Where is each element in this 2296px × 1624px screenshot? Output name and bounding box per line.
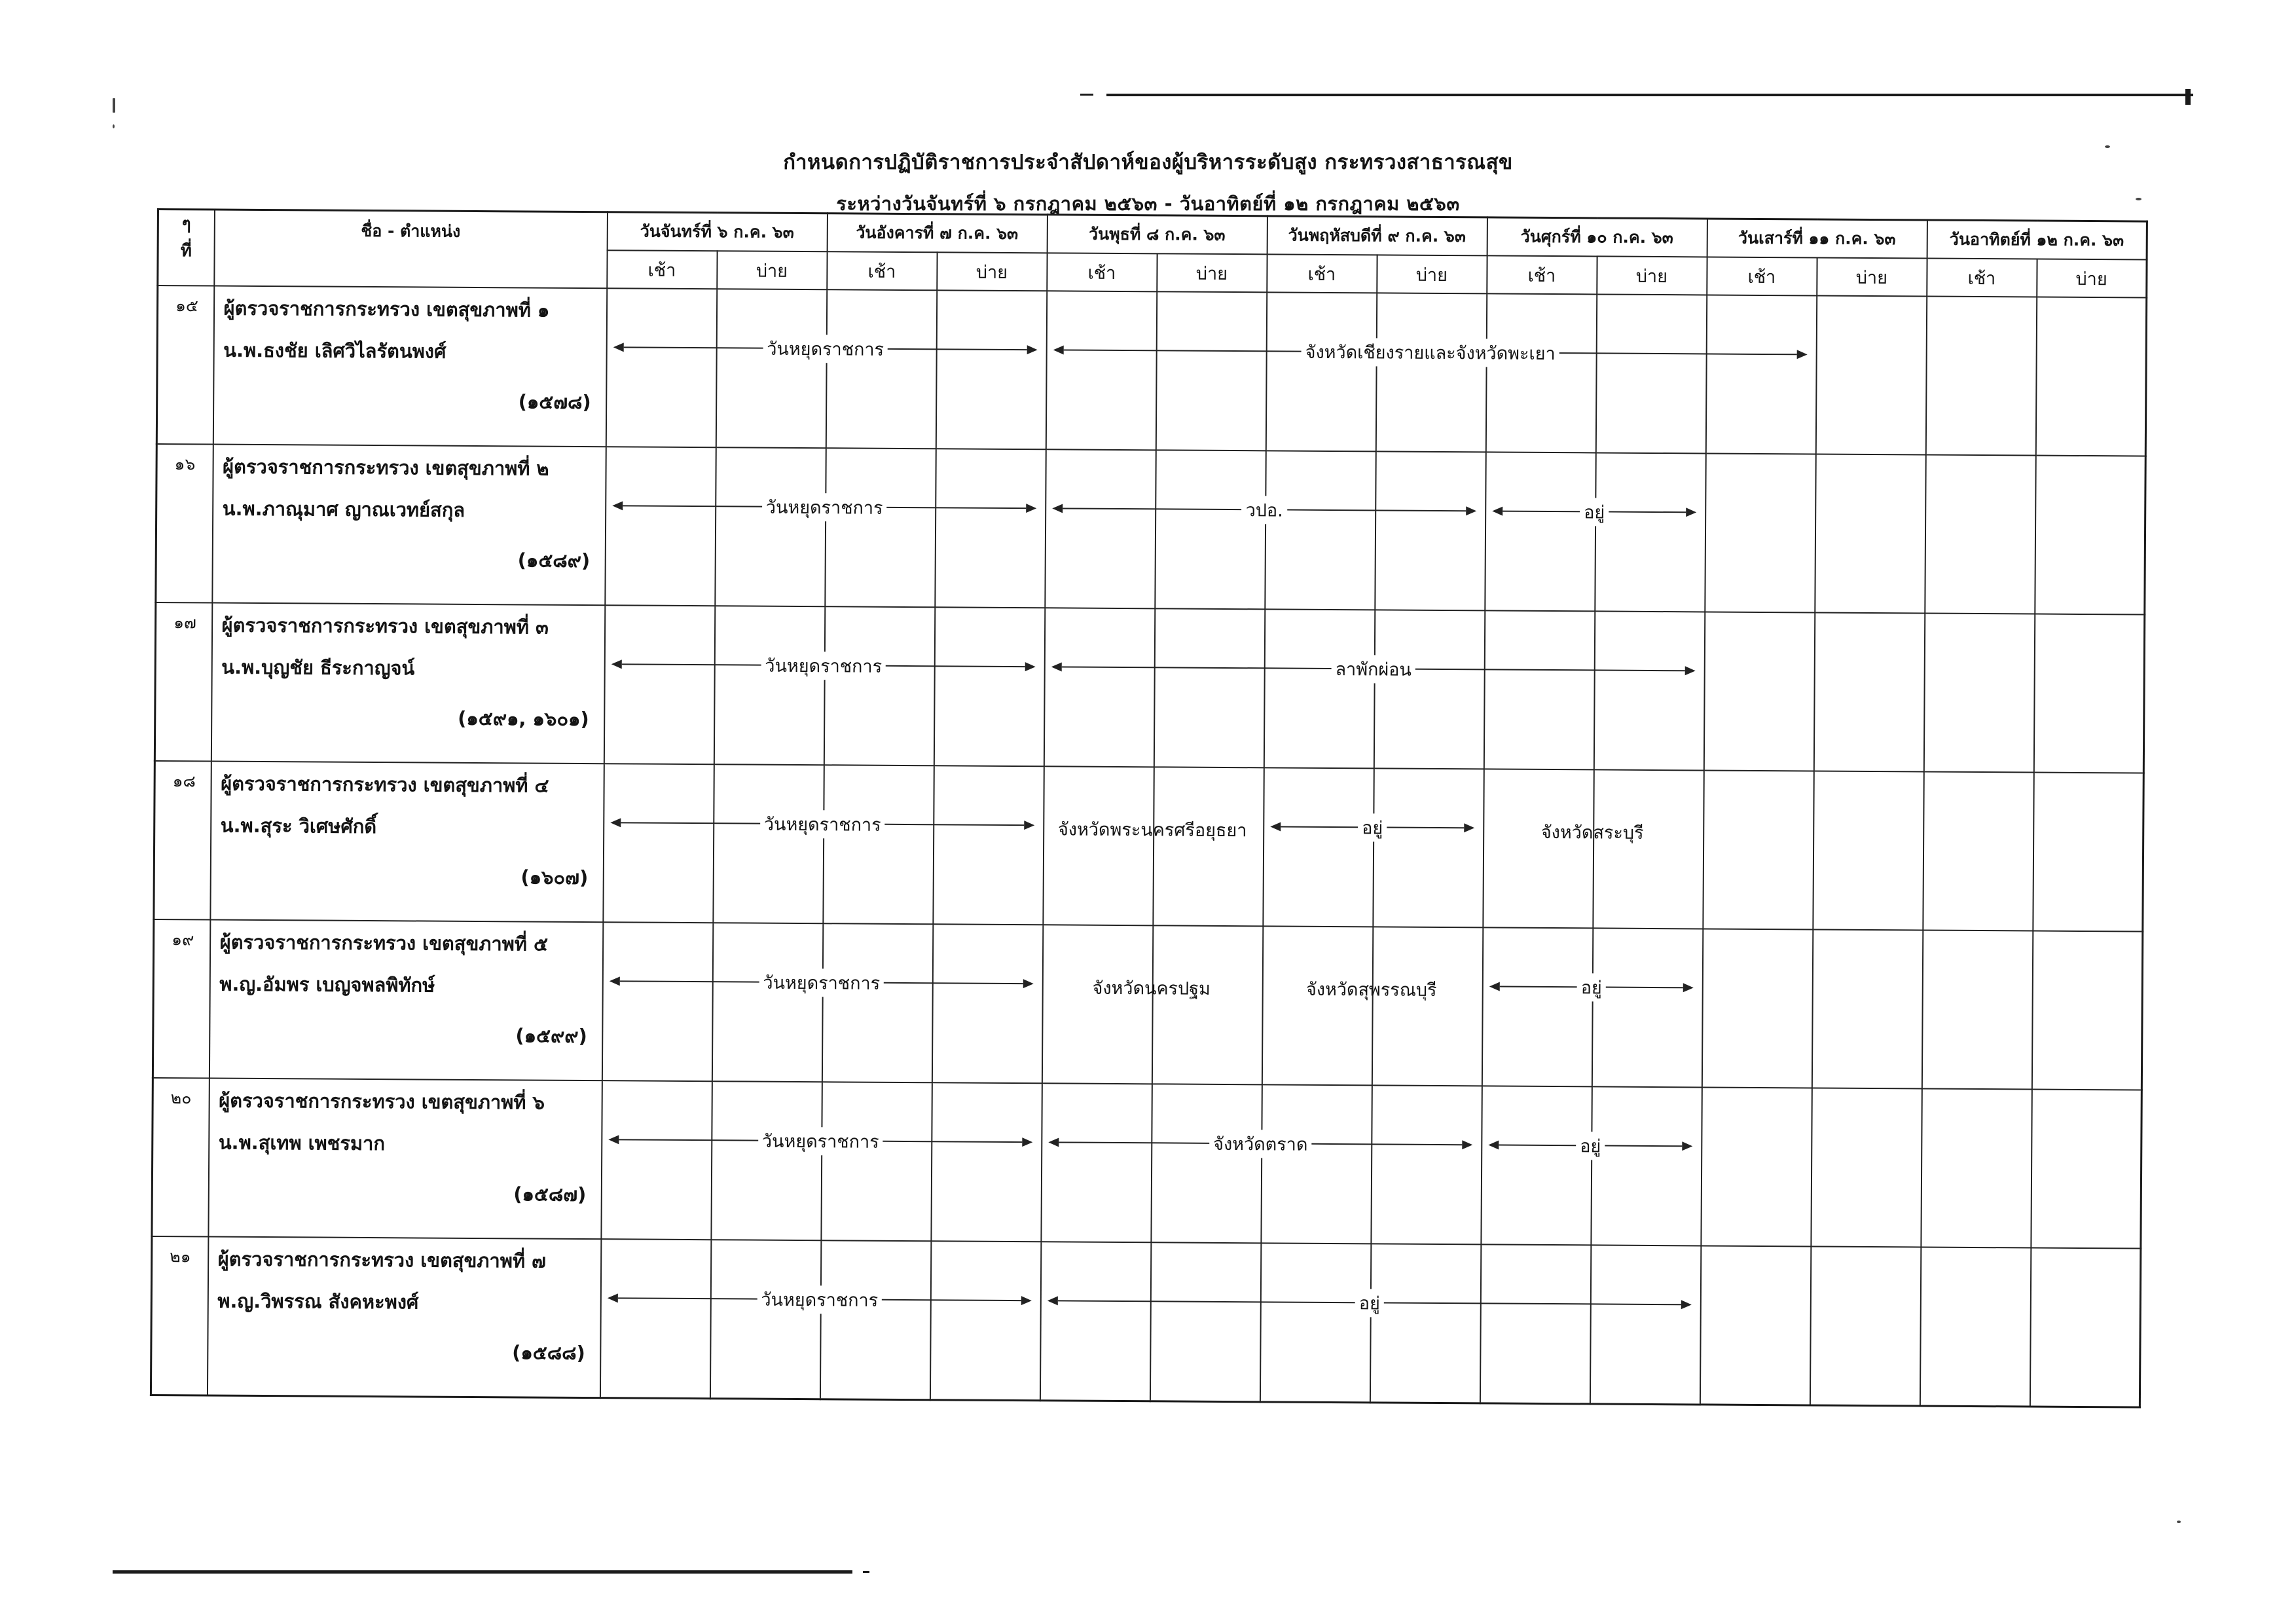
row-number: ๒๑: [170, 1247, 191, 1266]
schedule-span-label: วปอ.: [1242, 496, 1287, 524]
schedule-slot: [2031, 1090, 2141, 1249]
bottom-rule-tick: [863, 1571, 869, 1573]
person-name: พ.ญ.วิพรรณ สังคหะพงศ์: [217, 1289, 419, 1314]
position-label: ผู้ตรวจราชการกระทรวง เขตสุขภาพที่ ๓: [221, 614, 549, 638]
person-name: น.พ.บุญชัย ธีระกาญจน์: [221, 655, 415, 680]
name-position-cell: [212, 445, 606, 606]
reference-code: (๑๕๘๘): [512, 1341, 585, 1365]
schedule-span-label: วันหยุดราชการ: [759, 968, 884, 997]
schedule-slot: [605, 447, 716, 606]
schedule-slot: [712, 923, 822, 1082]
schedule-slot: [1922, 930, 2032, 1089]
schedule-slot: [823, 765, 934, 924]
schedule-slot: [716, 289, 826, 448]
schedule-span-label: วันหยุดราชการ: [757, 1285, 882, 1314]
person-name: น.พ.สุระ วิเศษศักดิ์: [220, 814, 377, 838]
header-no: [158, 210, 215, 286]
reference-code: (๑๕๙๑, ๑๖๐๑): [458, 707, 589, 731]
header-day-mon: วันจันทร์ที่ ๖ ก.ค. ๖๓: [607, 212, 827, 252]
row-number-cell: [153, 919, 210, 1079]
header-no-label: ที่: [180, 241, 192, 261]
schedule-slot: [931, 1082, 1042, 1242]
schedule-slot: [1920, 1247, 2030, 1406]
schedule-slot: [932, 924, 1042, 1083]
schedule-slot: [603, 764, 714, 923]
table-row: [156, 444, 2145, 615]
row-number: ๒๐: [170, 1088, 192, 1108]
name-position-cell: [208, 1079, 602, 1240]
schedule-span-label: วันหยุดราชการ: [762, 492, 887, 521]
position-label: ผู้ตรวจราชการกระทรวง เขตสุขภาพที่ ๖: [219, 1089, 545, 1114]
header-afternoon: บ่าย: [1157, 253, 1267, 292]
table-row: [152, 1078, 2141, 1249]
schedule-slot: [1042, 925, 1152, 1084]
schedule-slot: [2033, 773, 2143, 932]
schedule-slot: [1156, 291, 1266, 451]
header-no-mark: ๆ: [181, 214, 191, 234]
top-rule: [1106, 94, 2193, 96]
schedule-slot: [1150, 1242, 1260, 1401]
schedule-slot: [1923, 771, 2033, 931]
schedule-span-label: วันหยุดราชการ: [763, 334, 888, 363]
schedule-place-label: จังหวัดสุพรรณบุรี: [1305, 979, 1437, 1001]
reference-code: (๑๕๗๘): [518, 390, 591, 414]
schedule-slot: [1925, 455, 2035, 614]
schedule-slot: [1485, 452, 1595, 611]
position-label: ผู้ตรวจราชการกระทรวง เขตสุขภาพที่ ๗: [217, 1247, 547, 1272]
schedule-slot: [1043, 766, 1154, 925]
header-afternoon: บ่าย: [1817, 257, 1927, 296]
schedule-span-label: อยู่: [1358, 813, 1387, 841]
header-afternoon: บ่าย: [717, 251, 827, 289]
header-afternoon: บ่าย: [937, 252, 1047, 291]
schedule-slot: [934, 607, 1044, 766]
reference-code: (๑๕๙๙): [515, 1024, 587, 1048]
reference-code: (๑๕๘๙): [517, 549, 591, 572]
schedule-slot: [1815, 295, 1926, 454]
row-number: ๑๘: [172, 771, 196, 791]
schedule-slot: [1592, 928, 1702, 1087]
header-day-sat: วันเสาร์ที่ ๑๑ ก.ค. ๖๓: [1707, 219, 1927, 259]
schedule-slot: [711, 1081, 822, 1240]
document-subtitle: ระหว่างวันจันทร์ที่ ๖ กรกฎาคม ๒๕๖๓ - วันอาทิตย์ที่ ๑๒ กรกฎาคม ๒๕๖๓: [836, 193, 1460, 215]
scan-speck: [113, 124, 115, 128]
schedule-slot: [1264, 609, 1374, 768]
schedule-slot: [1374, 610, 1484, 769]
schedule-slot: [1266, 292, 1376, 451]
schedule-span-label: วันหยุดราชการ: [761, 651, 886, 680]
header-day-tue: วันอังคารที่ ๗ ก.ค. ๖๓: [827, 213, 1047, 253]
row-number: ๑๕: [175, 296, 198, 316]
row-number-cell: [151, 1236, 208, 1395]
schedule-slot: [1815, 454, 1925, 613]
schedule-place-label: จังหวัดสระบุรี: [1540, 822, 1644, 843]
row-number-cell: [156, 286, 213, 445]
schedule-slot: [1483, 769, 1594, 928]
row-number-cell: [155, 602, 211, 762]
schedule-slot: [936, 290, 1046, 449]
header-afternoon: บ่าย: [1377, 255, 1487, 293]
schedule-slot: [2030, 1248, 2140, 1407]
header-morning: เช้า: [1047, 253, 1157, 291]
schedule-slot: [1044, 608, 1154, 767]
schedule-slot: [1923, 614, 2034, 773]
schedule-span-label: อยู่: [1576, 1132, 1605, 1160]
schedule-slot: [1705, 295, 1816, 454]
schedule-slot: [930, 1241, 1040, 1400]
table-row: [151, 1236, 2140, 1407]
name-position-cell: [211, 603, 604, 764]
row-number-cell: [152, 1078, 209, 1237]
schedule-slot: [1921, 1088, 2032, 1247]
header-day-fri: วันศุกร์ที่ ๑๐ ก.ค. ๖๓: [1487, 217, 1707, 257]
schedule-slot: [2033, 614, 2144, 773]
schedule-slot: [1375, 451, 1485, 610]
schedule-slot: [1705, 453, 1815, 612]
schedule-slot: [1594, 611, 1704, 770]
schedule-slot: [1813, 771, 1923, 930]
schedule-slot: [1484, 610, 1594, 769]
schedule-slot: [820, 1240, 930, 1399]
schedule-slot: [2035, 297, 2146, 456]
schedule-span-label: จังหวัดตราด: [1209, 1129, 1311, 1158]
schedule-span-label: อยู่: [1577, 973, 1606, 1001]
schedule-slot: [1595, 294, 1706, 453]
schedule-slot: [1376, 293, 1486, 452]
schedule-slot: [821, 1082, 932, 1241]
schedule-span-label: วันหยุดราชการ: [760, 809, 885, 838]
schedule-slot: [1485, 293, 1596, 452]
schedule-slot: [1154, 608, 1264, 767]
schedule-slot: [1040, 1242, 1150, 1401]
row-number-cell: [156, 444, 213, 603]
scan-speck: [2177, 1521, 2181, 1523]
schedule-slot: [935, 449, 1046, 608]
person-name: น.พ.สุเทพ เพชรมาก: [218, 1131, 386, 1155]
reference-code: (๑๕๘๗): [513, 1183, 587, 1206]
header-day-sun: วันอาทิตย์ที่ ๑๒ ก.ค. ๖๓: [1927, 220, 2147, 260]
header-morning: เช้า: [1267, 254, 1377, 293]
document-title: กำหนดการปฏิบัติราชการประจำสัปดาห์ของผู้บริหารระดับสูง กระทรวงสาธารณสุข: [783, 151, 1513, 174]
schedule-place-label: จังหวัดพระนครศรีอยุธยา: [1057, 819, 1247, 841]
schedule-slot: [601, 1080, 712, 1240]
schedule-slot: [1812, 929, 1922, 1088]
schedule-slot: [1155, 450, 1266, 609]
schedule-slot: [1041, 1083, 1152, 1242]
row-number-cell: [154, 761, 211, 920]
header-afternoon: บ่าย: [2037, 259, 2147, 298]
table-row: [153, 919, 2142, 1090]
schedule-slot: [1152, 925, 1262, 1084]
schedule-slot: [822, 923, 932, 1082]
schedule-slot: [2032, 931, 2142, 1090]
schedule-slot: [600, 1239, 710, 1398]
name-position-cell: [207, 1237, 600, 1398]
schedule-slot: [710, 1240, 820, 1399]
schedule-slot: [1595, 452, 1705, 612]
bottom-rule: [113, 1570, 852, 1574]
schedule-slot: [1373, 768, 1484, 927]
top-rule-tick: [1080, 94, 1093, 96]
schedule-slot: [1262, 926, 1372, 1085]
position-label: ผู้ตรวจราชการกระทรวง เขตสุขภาพที่ ๑: [223, 297, 550, 322]
schedule-slot: [1151, 1084, 1262, 1243]
schedule-slot: [1265, 451, 1376, 610]
schedule-table: [150, 208, 2148, 1408]
schedule-slot: [1263, 767, 1374, 927]
scan-speck: [113, 98, 115, 113]
person-name: น.พ.ธงชัย เลิศวิไลรัตนพงศ์: [223, 339, 446, 363]
header-morning: เช้า: [827, 251, 937, 290]
schedule-slot: [1481, 1086, 1592, 1245]
person-name: น.พ.ภาณุมาศ ญาณเวทย์สกุล: [222, 497, 465, 521]
schedule-slot: [1590, 1245, 1700, 1404]
schedule-span-label: อยู่: [1580, 498, 1609, 526]
row-number: ๑๙: [172, 930, 194, 950]
schedule-slot: [1591, 1086, 1702, 1246]
schedule-span-label: อยู่: [1355, 1289, 1384, 1317]
schedule-slot: [1045, 449, 1156, 608]
schedule-slot: [1261, 1084, 1372, 1244]
name-position-cell: [213, 286, 606, 447]
position-label: ผู้ตรวจราชการกระทรวง เขตสุขภาพที่ ๔: [221, 772, 549, 797]
reference-code: (๑๖๐๗): [520, 866, 589, 889]
person-name: พ.ญ.อัมพร เบญจพลพิทักษ์: [219, 972, 435, 997]
header-day-wed: วันพุธที่ ๘ ก.ค. ๖๓: [1047, 215, 1267, 255]
name-position-cell: [210, 762, 604, 923]
schedule-slot: [1482, 927, 1592, 1086]
position-label: ผู้ตรวจราชการกระทรวง เขตสุขภาพที่ ๒: [222, 455, 549, 480]
schedule-slot: [1925, 297, 2036, 456]
header-morning: เช้า: [1927, 259, 2037, 297]
schedule-slot: [1370, 1244, 1480, 1403]
schedule-slot: [1702, 929, 1812, 1088]
schedule-slot: [715, 447, 826, 606]
schedule-slot: [1704, 612, 1814, 771]
schedule-slot: [1703, 770, 1813, 929]
schedule-slot: [1593, 769, 1704, 929]
schedule-span-label: วันหยุดราชการ: [758, 1126, 883, 1155]
top-rule-end: [2185, 89, 2191, 105]
table-row: [155, 602, 2144, 773]
schedule-slot: [1811, 1088, 1922, 1247]
table-row: [156, 286, 2146, 456]
schedule-slot: [1480, 1244, 1590, 1403]
schedule-slot: [1701, 1087, 1812, 1246]
schedule-slot: [2035, 456, 2145, 615]
schedule-slot: [602, 922, 712, 1081]
schedule-slot: [1700, 1246, 1810, 1405]
table-row: [154, 761, 2143, 932]
schedule-slot: [824, 606, 934, 766]
header-morning: เช้า: [1487, 255, 1597, 294]
schedule-slot: [1810, 1246, 1920, 1405]
schedule-slot: [1260, 1243, 1370, 1402]
schedule-slot: [1153, 767, 1264, 926]
row-number: ๑๗: [173, 613, 196, 633]
schedule-span-label: จังหวัดเชียงรายและจังหวัดพะเยา: [1302, 337, 1559, 367]
schedule-slot: [1371, 1085, 1482, 1244]
schedule-slot: [933, 766, 1044, 925]
schedule-place-label: จังหวัดนครปฐม: [1092, 978, 1211, 999]
schedule-slot: [1813, 612, 1924, 771]
header-name-position: ชื่อ - ตำแหน่ง: [214, 210, 608, 288]
schedule-slot: [825, 448, 936, 607]
header-morning: เช้า: [1707, 257, 1817, 295]
schedule-slot: [606, 288, 716, 447]
schedule-slot: [714, 606, 824, 765]
header-day-thu: วันพฤหัสบดีที่ ๙ ก.ค. ๖๓: [1267, 216, 1487, 256]
schedule-span-label: ลาพักผ่อน: [1331, 654, 1415, 683]
name-position-cell: [209, 920, 602, 1081]
schedule-slot: [1372, 927, 1482, 1086]
schedule-slot: [826, 289, 936, 449]
position-label: ผู้ตรวจราชการกระทรวง เขตสุขภาพที่ ๕: [219, 931, 549, 955]
row-number: ๑๖: [174, 454, 196, 474]
schedule-slot: [604, 605, 714, 764]
header-morning: เช้า: [607, 250, 717, 289]
schedule-slot: [1046, 291, 1156, 450]
header-afternoon: บ่าย: [1597, 256, 1707, 295]
schedule-slot: [713, 764, 824, 923]
